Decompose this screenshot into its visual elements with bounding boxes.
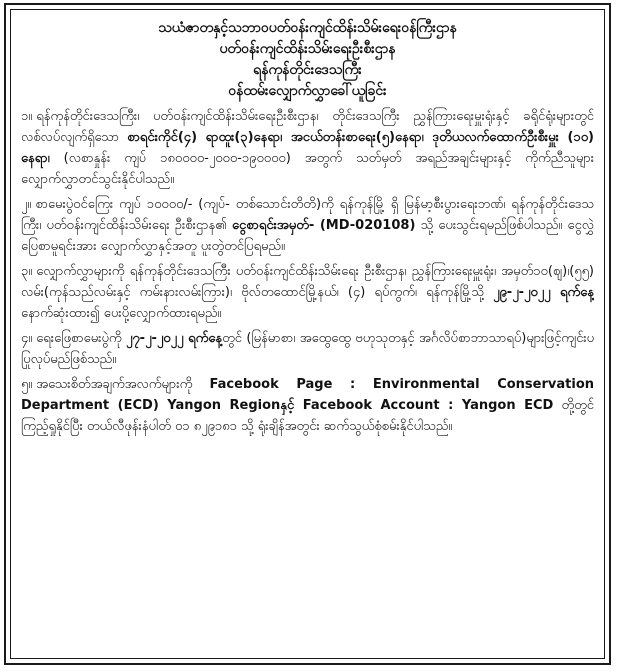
- paragraph-5: [21, 374, 594, 437]
- paragraph-text: နောက်ဆုံးထား၍ ပေးပို့လျှောက်ထားရမည်။: [21, 306, 222, 321]
- paragraph-text: ရေးဖြေစာမေးပွဲကို: [36, 331, 126, 346]
- paragraph-text: အသေးစိတ်အချက်အလက်များကို: [36, 377, 210, 392]
- paragraph-text: သို့ ပေးသွင်းရမည်ဖြစ်ပါသည်။ ငွေလွှဲပြေစာမူရင်းအား လျှောက်လွှာနှင့်အတူ ပူးတွဲတင်ပြရမည်။: [21, 218, 594, 254]
- account-number: ငွေစာရင်းအမှတ်- (MD-020108): [231, 218, 416, 233]
- ministry-title: သယံဇာတနှင့်သဘာဝပတ်ဝန်းကျင်ထိန်းသိမ်းရေးဝန်ကြီးဌာန: [158, 20, 457, 36]
- paragraph-bold-text: စာရင်းကိုင်(၄) ရာထူး(၃)နေရာ၊ အငယ်တန်းစာရေး(၅)နေရာ၊ ဒုတိယလက်ထောက်ဦးစီးမှူး (၁၀) နေရာ၊: [21, 130, 594, 166]
- notice-frame: [4, 3, 611, 665]
- notice-content: [21, 18, 594, 652]
- paragraph-text: ရန်ကုန်တိုင်းဒေသကြီး၊ ပတ်ဝန်းကျင်ထိန်းသိမ်းရေးဦးစီးဌာန၊ တိုင်းဒေသကြီး ညွှန်ကြားရေးမှူးရုံးနှင့် ခရိုင်ရုံးများတွင် လစ်လပ်လျက်ရှိသော: [21, 109, 594, 145]
- paragraph-text: စာမေးပွဲဝင်ကြေး ကျပ် ၁၀၀၀၀/- (ကျပ်- တစ်သောင်းတိတိ)ကို ရန်ကုန်မြို့ ရှိ မြန်မာ့စီးပွားရေးဘဏ်၊ ရန်ကုန်တိုင်းဒေသကြီး၊ ပတ်ဝန်းကျင်ထိန်းသိမ်းရေး ဦးစီးဌာန၏: [21, 197, 594, 233]
- notice-title: ဝန်ထမ်းလျှောက်လွှာခေါ်ယူခြင်း: [228, 83, 387, 99]
- paragraph-2: [21, 194, 594, 257]
- facebook-info: Facebook Page : Environmental Conservation Department (ECD) Yangon Regionနှင့် Facebook Account : Yangon ECD: [21, 377, 594, 413]
- exam-date: ၂၇-၂-၂၀၂၂ ရက်နေ့: [125, 331, 223, 346]
- paragraph-text: တို့တွင် ကြည့်ရှုနိုင်ပြီး တယ်လီဖုန်းနံပါတ် ၀၁ ၈၂၉၁၈၁ သို့ ရုံးချိန်အတွင်း ဆက်သွယ်စုံစမ်းနိုင်ပါသည်။: [21, 398, 594, 434]
- paragraph-1: [21, 106, 594, 190]
- paragraph-3: [21, 261, 594, 324]
- paragraph-number: ၄။: [21, 331, 33, 346]
- paragraph-number: ၅။: [21, 377, 33, 392]
- deadline-date: ၂၉-၂-၂၀၂၂ ရက်နေ့: [493, 285, 594, 300]
- paragraph-4: [21, 328, 594, 370]
- department-title: ပတ်ဝန်းကျင်ထိန်းသိမ်းရေးဦးစီးဌာန: [219, 41, 396, 57]
- paragraph-text: (လစာနှုန်း ကျပ် ၁၈၀၀၀၀-၂၀၀၀-၁၉၀၀၀၀) အတွက် သတ်မှတ် အရည်အချင်းများနှင့် ကိုက်ညီသူများလျှောက်လွှာတင်သွင်းနိုင်ပါသည်။: [21, 151, 594, 187]
- notice-header: [21, 18, 594, 102]
- notice-inner-border: [10, 9, 605, 659]
- paragraph-text: တွင် (မြန်မာစာ၊ အထွေထွေ ဗဟုသုတနှင့် အင်္ဂလိပ်စာဘာသာရပ်)များဖြင့်ကျင်းပပြုလုပ်မည်ဖြစ်သည်။: [21, 331, 594, 367]
- paragraph-number: ၂။: [21, 197, 32, 212]
- paragraph-number: ၁။: [21, 109, 33, 124]
- region-title: ရန်ကုန်တိုင်းဒေသကြီး: [253, 62, 362, 78]
- paragraph-number: ၃။: [21, 264, 33, 279]
- paragraph-text: လျှောက်လွှာများကို ရန်ကုန်တိုင်းဒေသကြီး ပတ်ဝန်းကျင်ထိန်းသိမ်းရေး ဦးစီးဌာန၊ ညွှန်ကြားရေးမှူးရုံး၊ အမှတ်၁၀(ဈ)၊(၅၅) လမ်း(ကုန်သည်လမ်းနှင့် ကမ်းနားလမ်းကြား)၊ ဗိုလ်တထောင်မြို့နယ်၊ (၄) ရပ်ကွက်၊ ရန်ကုန်မြို့သို့: [21, 264, 594, 300]
